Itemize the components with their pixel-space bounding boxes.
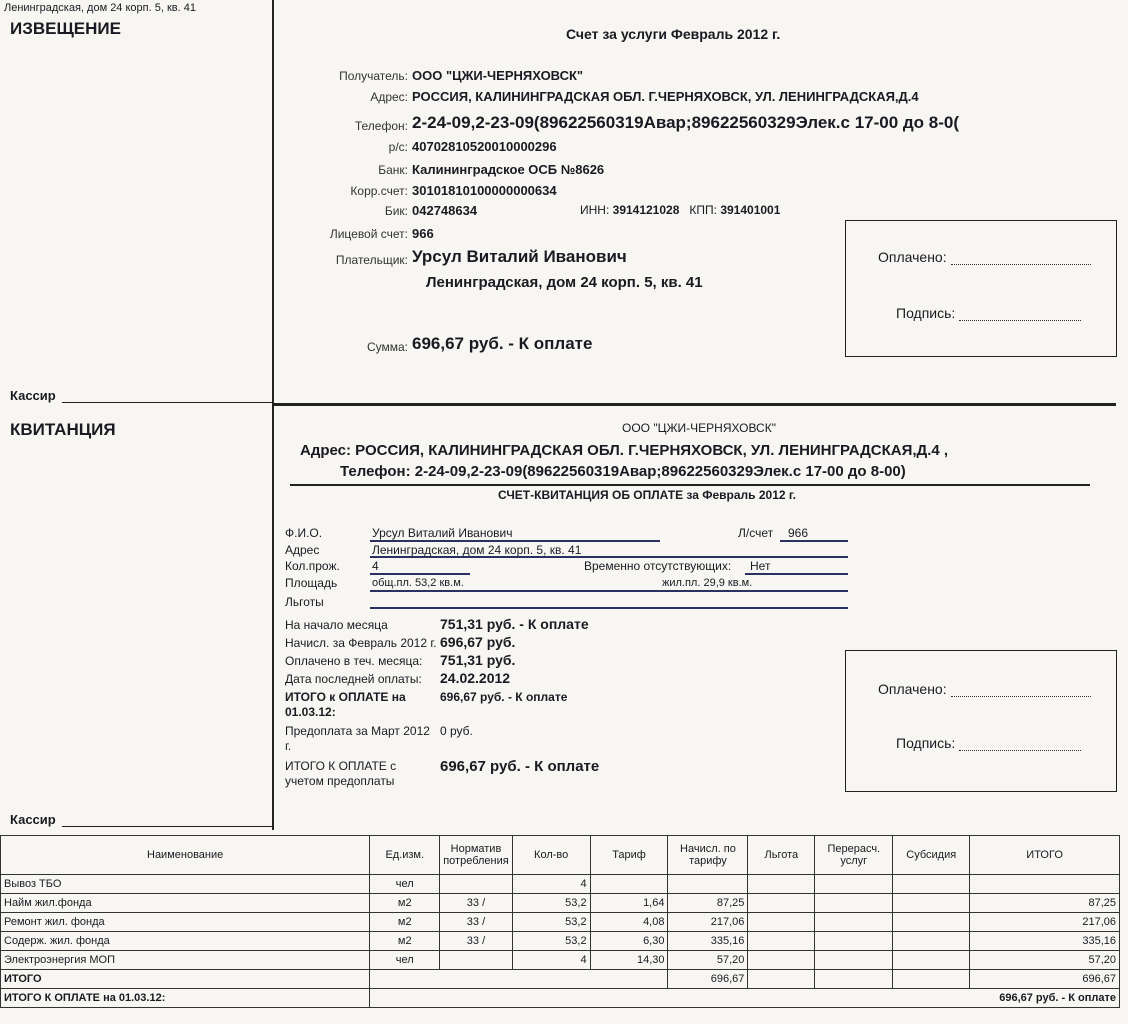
table-row	[1, 932, 1120, 951]
table-cell: 87,25	[970, 894, 1120, 913]
due-value: 696,67 руб. - К оплате	[370, 989, 1120, 1008]
table-cell	[748, 894, 815, 913]
table-cell	[815, 913, 893, 932]
total-label: ИТОГО	[1, 970, 370, 989]
table-cell: 33 /	[440, 932, 513, 951]
receipt-org: ООО "ЦЖИ-ЧЕРНЯХОВСК"	[622, 421, 776, 435]
payment-stamp-box	[845, 220, 1117, 357]
notice-field-value: 042748634	[412, 203, 478, 218]
receipt-stamp-box	[845, 650, 1117, 792]
table-cell	[893, 875, 970, 894]
address-underline	[370, 556, 848, 558]
table-cell	[748, 932, 815, 951]
table-cell	[590, 875, 668, 894]
charges-table	[0, 835, 1120, 1008]
table-row	[1, 894, 1120, 913]
total-area: общ.пл. 53,2 кв.м.	[372, 577, 464, 589]
receipt-paid-label: Оплачено:	[878, 681, 1091, 697]
notice-field-label: Банк:	[378, 163, 408, 177]
summary-value: 0 руб.	[440, 724, 473, 738]
residents-label: Кол.прож.	[285, 559, 340, 573]
table-cell: 53,2	[512, 913, 590, 932]
column-header: Перерасч. услуг	[815, 836, 893, 875]
table-cell: 4,08	[590, 913, 668, 932]
summary-value: 696,67 руб. - К оплате	[440, 758, 600, 775]
table-cell: 33 /	[440, 913, 513, 932]
account-label: Л/счет	[738, 526, 774, 540]
notice-field-value: 966	[412, 226, 434, 241]
notice-field-value: Калининградское ОСБ №8626	[412, 162, 605, 177]
notice-heading: ИЗВЕЩЕНИЕ	[10, 19, 121, 38]
summary-label: На начало месяца	[285, 618, 388, 632]
table-cell	[893, 932, 970, 951]
table-cell	[893, 951, 970, 970]
area-underline	[370, 590, 848, 592]
table-row	[1, 913, 1120, 932]
account-underline	[780, 540, 848, 542]
sign-label: Подпись:	[896, 305, 1081, 321]
summary-label: Начисл. за Февраль 2012 г.	[285, 636, 437, 650]
table-cell	[668, 875, 748, 894]
notice-field-label: Корр.счет:	[350, 184, 408, 198]
table-cell	[815, 932, 893, 951]
table-cell	[893, 894, 970, 913]
receipt-cashier-line	[62, 826, 272, 827]
total-row	[1, 970, 1120, 989]
table-row	[1, 875, 1120, 894]
receipt-sign-label: Подпись:	[896, 735, 1081, 751]
address-value: Ленинградская, дом 24 корп. 5, кв. 41	[372, 543, 582, 557]
absent-underline	[745, 573, 848, 575]
table-cell	[893, 913, 970, 932]
due-row	[1, 989, 1120, 1008]
summary-value: 751,31 руб. - К оплате	[440, 616, 589, 632]
table-cell	[440, 951, 513, 970]
column-header: Начисл. по тарифу	[668, 836, 748, 875]
column-header: Ед.изм.	[370, 836, 440, 875]
table-cell	[748, 951, 815, 970]
table-cell: 53,2	[512, 894, 590, 913]
table-cell: чел	[370, 951, 440, 970]
table-cell: м2	[370, 894, 440, 913]
table-cell: 217,06	[668, 913, 748, 932]
table-cell: 217,06	[970, 913, 1120, 932]
table-cell: Электроэнергия МОП	[1, 951, 370, 970]
table-cell: 57,20	[668, 951, 748, 970]
benefits-underline	[370, 607, 848, 609]
summary-label: ИТОГО К ОПЛАТЕ с учетом предоплаты	[285, 759, 397, 788]
title-rule	[290, 484, 1090, 486]
notice-field-label: Получатель:	[339, 69, 408, 83]
notice-field-label: Плательщик:	[335, 253, 408, 267]
top-address: Ленинградская, дом 24 корп. 5, кв. 41	[4, 2, 196, 14]
column-header: Тариф	[590, 836, 668, 875]
notice-field-label: Лицевой счет:	[329, 227, 408, 241]
absent-value: Нет	[750, 559, 771, 573]
due-label: ИТОГО К ОПЛАТЕ на 01.03.12:	[1, 989, 370, 1008]
horizontal-divider	[272, 403, 1116, 406]
table-cell: Найм жил.фонда	[1, 894, 370, 913]
notice-title: Счет за услуги Февраль 2012 г.	[566, 26, 781, 42]
table-cell	[440, 875, 513, 894]
account-value: 966	[788, 526, 809, 540]
notice-field-label: р/с:	[388, 140, 408, 154]
residents-underline	[370, 573, 470, 575]
summary-value: 751,31 руб.	[440, 652, 516, 668]
column-header: Субсидия	[893, 836, 970, 875]
column-header: ИТОГО	[970, 836, 1120, 875]
table-cell: 14,30	[590, 951, 668, 970]
table-cell: 1,64	[590, 894, 668, 913]
summary-label: Дата последней оплаты:	[285, 672, 422, 686]
notice-field-value: 2-24-09,2-23-09(89622560319Авар;89622560329Элек.с 17-00 до 8-0(	[412, 113, 960, 132]
fio-label: Ф.И.О.	[285, 526, 323, 540]
total-charged: 696,67	[668, 970, 748, 989]
table-cell: 335,16	[668, 932, 748, 951]
table-cell: 335,16	[970, 932, 1120, 951]
notice-field-label: Телефон:	[354, 119, 408, 133]
table-cell: 4	[512, 875, 590, 894]
table-cell	[748, 913, 815, 932]
sum-label: Сумма:	[366, 340, 408, 354]
table-cell: 53,2	[512, 932, 590, 951]
notice-field-value: РОССИЯ, КАЛИНИНГРАДСКАЯ ОБЛ. Г.ЧЕРНЯХОВСК, УЛ. ЛЕНИНГРАДСКАЯ,Д.4	[412, 89, 919, 104]
table-cell: 4	[512, 951, 590, 970]
payer-address: Ленинградская, дом 24 корп. 5, кв. 41	[426, 274, 703, 291]
table-cell: Ремонт жил. фонда	[1, 913, 370, 932]
notice-field-value: ООО "ЦЖИ-ЧЕРНЯХОВСК"	[412, 68, 584, 83]
table-cell: 57,20	[970, 951, 1120, 970]
summary-value: 24.02.2012	[440, 670, 511, 686]
summary-label: Оплачено в теч. месяца:	[285, 654, 423, 668]
absent-label: Временно отсутствующих:	[584, 559, 732, 573]
notice-field-label: Бик:	[384, 204, 408, 218]
summary-label: ИТОГО к ОПЛАТЕ на 01.03.12:	[285, 690, 406, 719]
benefits-label: Льготы	[285, 595, 324, 609]
receipt-heading: КВИТАНЦИЯ	[10, 420, 116, 439]
table-cell: 87,25	[668, 894, 748, 913]
table-cell: Вывоз ТБО	[1, 875, 370, 894]
table-cell	[815, 951, 893, 970]
fio-underline	[370, 540, 660, 542]
table-cell: чел	[370, 875, 440, 894]
address-label: Адрес	[285, 543, 320, 557]
summary-label: Предоплата за Март 2012 г.	[285, 724, 430, 753]
notice-field-value: 40702810520010000296	[412, 139, 557, 154]
table-cell	[970, 875, 1120, 894]
living-area: жил.пл. 29,9 кв.м.	[662, 577, 753, 589]
inn: ИНН: 3914121028 КПП: 391401001	[580, 203, 781, 217]
notice-field-value: Урсул Виталий Иванович	[412, 247, 627, 266]
table-cell: Содерж. жил. фонда	[1, 932, 370, 951]
table-cell: 33 /	[440, 894, 513, 913]
table-cell: 6,30	[590, 932, 668, 951]
total-value: 696,67	[970, 970, 1120, 989]
cashier-line	[62, 402, 272, 403]
table-cell	[815, 875, 893, 894]
receipt-title: СЧЕТ-КВИТАНЦИЯ ОБ ОПЛАТЕ за Февраль 2012 г.	[498, 488, 797, 502]
paid-label: Оплачено:	[878, 249, 1091, 265]
table-cell: м2	[370, 913, 440, 932]
receipt-cashier-label: Кассир	[10, 812, 56, 827]
summary-value: 696,67 руб. - К оплате	[440, 690, 568, 704]
receipt-phone: Телефон: 2-24-09,2-23-09(89622560319Авар;89622560329Элек.с 17-00 до 8-00)	[340, 463, 906, 480]
summary-value: 696,67 руб.	[440, 634, 516, 650]
column-header: Норматив потребления	[440, 836, 513, 875]
fio-value: Урсул Виталий Иванович	[372, 526, 513, 540]
sum-value: 696,67 руб. - К оплате	[412, 334, 593, 353]
table-cell	[815, 894, 893, 913]
table-row	[1, 951, 1120, 970]
residents-value: 4	[372, 559, 379, 573]
area-label: Площадь	[285, 576, 338, 590]
notice-field-value: 30101810100000000634	[412, 183, 557, 198]
receipt-address: Адрес: РОССИЯ, КАЛИНИНГРАДСКАЯ ОБЛ. Г.ЧЕРНЯХОВСК, УЛ. ЛЕНИНГРАДСКАЯ,Д.4 ,	[300, 442, 949, 459]
column-header: Льгота	[748, 836, 815, 875]
notice-field-label: Адрес:	[370, 90, 408, 104]
column-header: Наименование	[1, 836, 370, 875]
table-cell: м2	[370, 932, 440, 951]
column-header: Кол-во	[512, 836, 590, 875]
cashier-label: Кассир	[10, 388, 56, 403]
table-cell	[748, 875, 815, 894]
